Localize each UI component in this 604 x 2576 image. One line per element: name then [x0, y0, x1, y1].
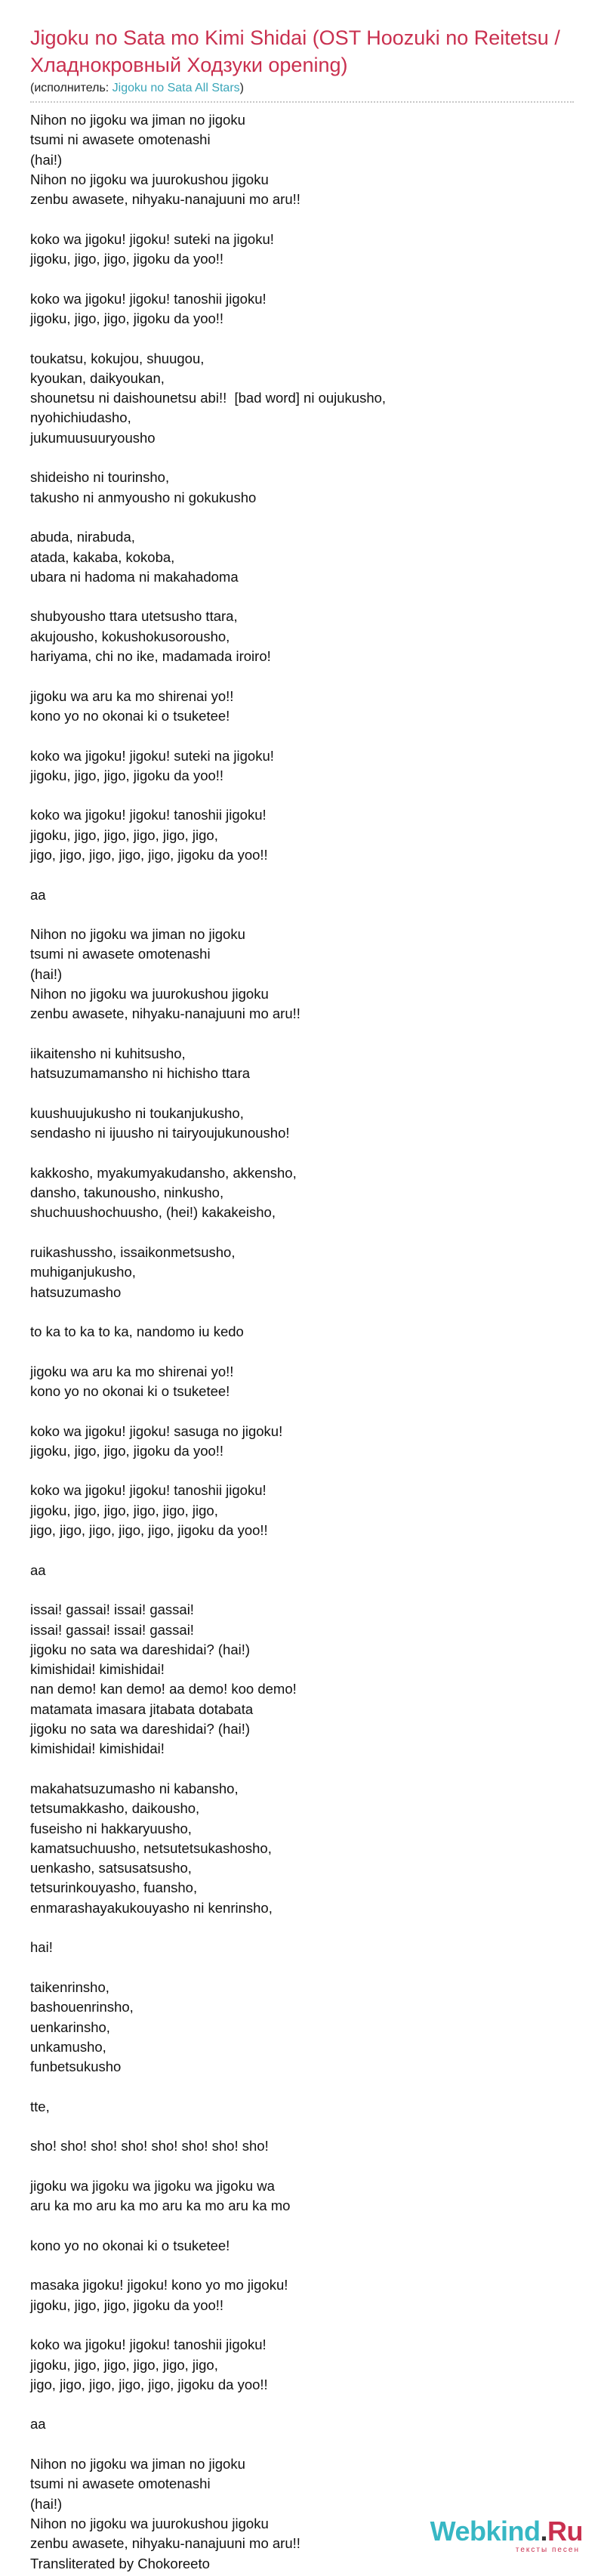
- lyrics-page: [30, 24, 574, 2574]
- logo-tagline: тексты песен: [515, 2546, 580, 2554]
- performer-prefix: (исполнитель:: [30, 82, 112, 94]
- dotted-divider: [30, 101, 574, 103]
- logo-wordmark: [430, 2517, 583, 2546]
- logo-dot: .: [540, 2516, 547, 2547]
- performer-line: [30, 80, 574, 97]
- logo-tld: Ru: [547, 2516, 583, 2547]
- performer-suffix: ): [239, 82, 244, 94]
- page-title: Jigoku no Sata mo Kimi Shidai (OST Hoozuki no Reitetsu / Хладнокровный Ходзуки opening): [30, 26, 560, 76]
- site-logo[interactable]: [430, 2517, 583, 2555]
- lyrics-text: Nihon no jigoku wa jiman no jigoku tsumi ni awasete omotenashi (hai!) Nihon no jigoku wa juurokushou jigoku zenbu awasete, nihyaku-nanajuuni mo aru!! koko wa jigoku! jigoku! suteki na jigoku! jigoku, jigo, jigo, jigoku da yoo!! koko wa jigoku! jigoku! tanoshii jigoku! jigoku, jigo, jigo, jigoku da yoo!! toukatsu, kokujou, shuugou, kyoukan, daikyoukan, shounetsu ni daishounetsu abi!! [bad word] ni oujukusho, nyohichiudasho, jukumuusuuryousho shideisho ni tourinsho, takusho ni anmyousho ni gokukusho abuda, nirabuda, atada, kakaba, kokoba, ubara ni hadoma ni makahadoma shubyousho ttara utetsusho ttara, akujousho, kokushokusorousho, hariyama, chi no ike, madamada iroiro! jigoku wa aru ka mo shirenai yo!! kono yo no okonai ki o tsuketee! koko wa jigoku! jigoku! suteki na jigoku! jigoku, jigo, jigo, jigoku da yoo!! koko wa jigoku! jigoku! tanoshii jigoku! jigoku, jigo, jigo, jigo, jigo, jigo, jigo, jigo, jigo, jigo, jigo, jigoku da yoo!! aa Nihon no jigoku wa jiman no jigoku tsumi ni awasete omotenashi (hai!) Nihon no jigoku wa juurokushou jigoku zenbu awasete, nihyaku-nanajuuni mo aru!! iikaitensho ni kuhitsusho, hatsuzumamansho ni hichisho ttara kuushuujukusho ni toukanjukusho, sendasho ni ijuusho ni tairyoujukunousho! kakkosho, myakumyakudansho, akkensho, dansho, takunousho, ninkusho, shuchuushochuusho, (hei!) kakakeisho, ruikashussho, issaikonmetsusho, muhiganjukusho, hatsuzumasho to ka to ka to ka, nandomo iu kedo jigoku wa aru ka mo shirenai yo!! kono yo no okonai ki o tsuketee! koko wa jigoku! jigoku! sasuga no jigoku! jigoku, jigo, jigo, jigoku da yoo!! koko wa jigoku! jigoku! tanoshii jigoku! jigoku, jigo, jigo, jigo, jigo, jigo, jigo, jigo, jigo, jigo, jigo, jigoku da yoo!! aa issai! gassai! issai! gassai! issai! gassai! issai! gassai! jigoku no sata wa dareshidai? (hai!) kimishidai! kimishidai! nan demo! kan demo! aa demo! koo demo! matamata imasara jitabata dotabata jigoku no sata wa dareshidai? (hai!) kimishidai! kimishidai! makahatsuzumasho ni kabansho, tetsumakkasho, daikousho, fuseisho ni hakkaryuusho, kamatsuchuusho, netsutetsukashosho, uenkasho, satsusatsusho, tetsurinkouyasho, fuansho, enmarashayakukouyasho ni kenrinsho, hai! taikenrinsho, bashouenrinsho, uenkarinsho, unkamusho, funbetsukusho tte, sho! sho! sho! sho! sho! sho! sho! sho! jigoku wa jigoku wa jigoku wa jigoku wa aru ka mo aru ka mo aru ka mo aru ka mo kono yo no okonai ki o tsuketee! masaka jigoku! jigoku! kono yo mo jigoku! jigoku, jigo, jigo, jigoku da yoo!! koko wa jigoku! jigoku! tanoshii jigoku! jigoku, jigo, jigo, jigo, jigo, jigo, jigo, jigo, jigo, jigo, jigo, jigoku da yoo!! aa Nihon no jigoku wa jiman no jigoku tsumi ni awasete omotenashi (hai!) Nihon no jigoku wa juurokushou jigoku zenbu awasete, nihyaku-nanajuuni mo aru!! Transliterated by Chokoreeto: [30, 112, 387, 2571]
- artist-link[interactable]: Jigoku no Sata All Stars: [112, 82, 240, 94]
- logo-name: Webkind: [430, 2516, 541, 2547]
